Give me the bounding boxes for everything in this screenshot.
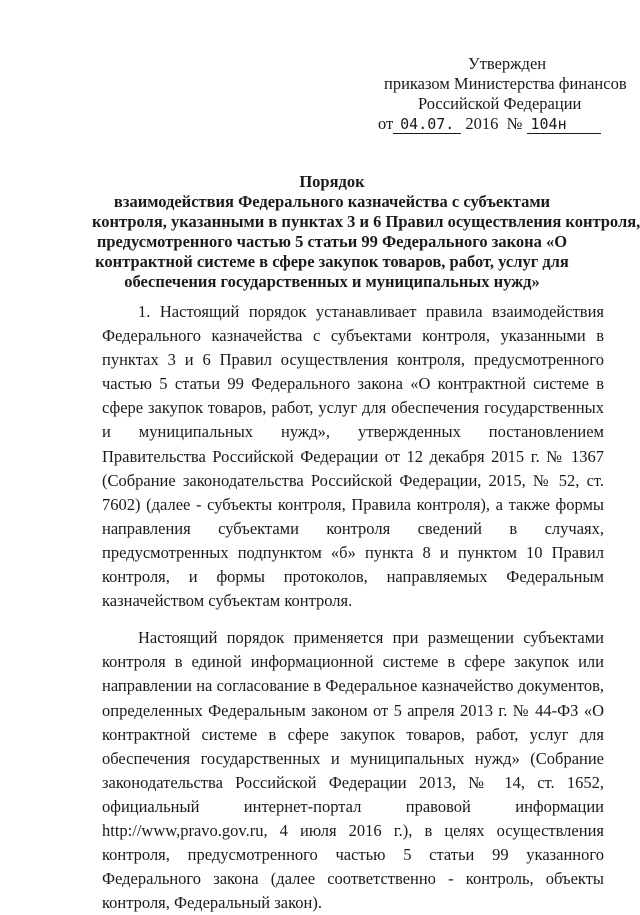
title-line-1: Порядок bbox=[299, 172, 365, 191]
approval-block bbox=[350, 54, 627, 134]
title-line-6: обеспечения государственных и муниципальных нужд» bbox=[124, 272, 540, 291]
paragraph-1: 1. Настоящий порядок устанавливает правила взаимодействия Федерального казначейства с субъектами контроля, указанными в пунктах 3 и 6 Правил осуществления контроля, предусмотренного частью 5 статьи 99 Федерального закона «О контрактной системе в сфере закупок товаров, работ, услуг для обеспечения государственных и муниципальных нужд», утвержденных постановлением Правительства Российской Федерации от 12 декабря 2015 г. № 1367 (Собрание законодательства Российской Федерации, 2015, № 52, ст. 7602) (далее - субъекты контроля, Правила контроля), а также формы направления субъектами контроля сведений в случаях, предусмотренных подпунктом «б» пункта 8 и пунктом 10 Правил контроля, и формы протоколов, направляемых Федеральным казначейством субъектам контроля. bbox=[102, 302, 604, 611]
title-line-4: предусмотренного частью 5 статьи 99 Федерального закона «О bbox=[96, 232, 568, 251]
approval-country-line: Российской Федерации bbox=[418, 94, 582, 113]
approval-heading: Утвержден bbox=[468, 54, 547, 73]
approval-year: 2016 bbox=[465, 114, 499, 133]
title-line-2: взаимодействия Федерального казначейства с субъектами bbox=[113, 192, 551, 211]
date-value: 04.07. bbox=[393, 116, 461, 134]
document-title bbox=[92, 172, 640, 292]
order-number: 104н bbox=[527, 116, 601, 134]
document-body bbox=[102, 300, 604, 915]
number-sign: № bbox=[506, 114, 523, 133]
paragraph-2: Настоящий порядок применяется при размещении субъектами контроля в единой информационной системе в сфере закупок или направлении на согласование в Федеральное казначейство документов, определенных Федеральным законом от 5 апреля 2013 г. № 44-ФЗ «О контрактной системе в сфере закупок товаров, работ, услуг для обеспечения государственных и муниципальных нужд» (Собрание законодательства Российской Федерации 2013, № 14, ст. 1652, официальный интернет-портал правовой информации http://www,pravo.gov.ru, 4 июля 2016 г.), в целях осуществления контроля, предусмотренного частью 5 статьи 99 указанного Федерального закона (далее соответственно - контроль, объекты контроля, Федеральный закон). bbox=[102, 628, 604, 913]
title-line-3: контроля, указанными в пунктах 3 и 6 Правил осуществления контроля, bbox=[92, 212, 640, 231]
title-line-5: контрактной системе в сфере закупок товаров, работ, услуг для bbox=[95, 252, 569, 271]
date-prefix: от bbox=[378, 114, 394, 133]
approval-order-line: приказом Министерства финансов bbox=[384, 74, 627, 93]
approval-date-line bbox=[350, 114, 620, 134]
